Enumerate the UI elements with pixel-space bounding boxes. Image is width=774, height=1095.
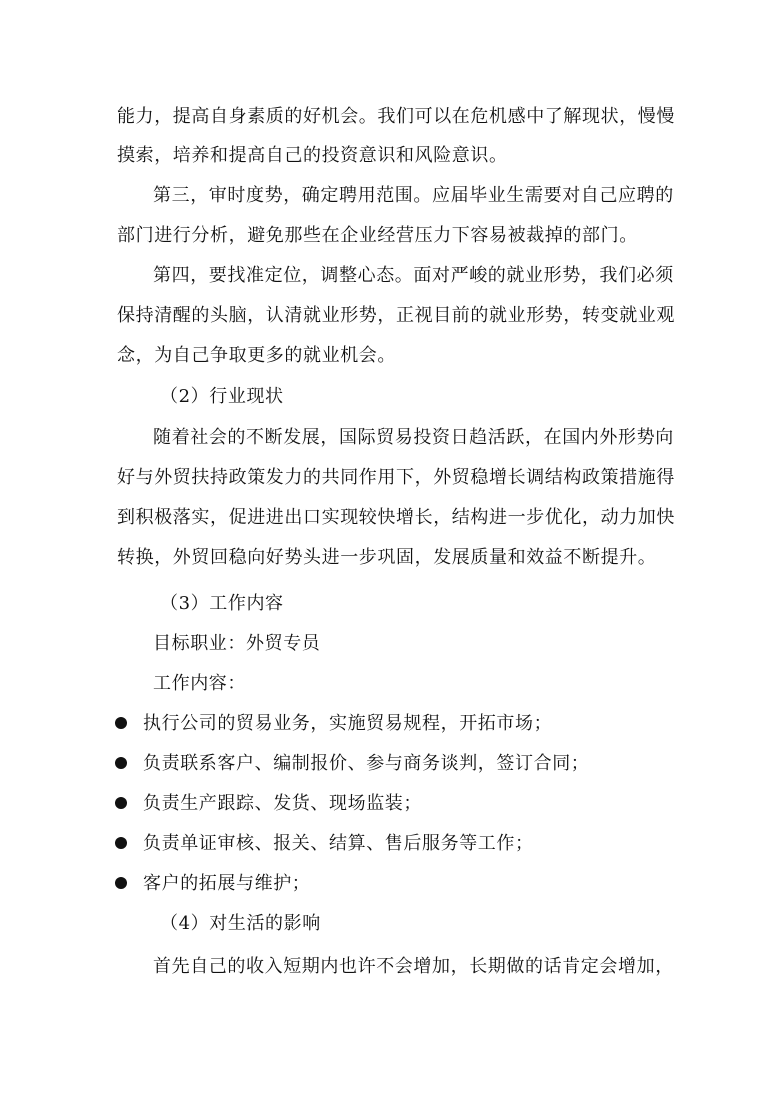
bullet-icon: [115, 717, 127, 729]
para2-line-2: 部门进行分析，避免那些在企业经营压力下容易被裁掉的部门。: [117, 225, 638, 246]
para4-line-2: 好与外贸扶持政策发力的共同作用下，外贸稳增长调结构政策措施得: [117, 467, 675, 488]
bullet-icon: [115, 877, 127, 889]
work-content-label: 工作内容：: [153, 673, 246, 694]
list-item: [115, 792, 422, 816]
para3-line-3: 念，为自己争取更多的就业机会。: [117, 345, 396, 366]
bullet-icon: [115, 837, 127, 849]
list-item-text: 负责生产跟踪、发货、现场监装；: [143, 793, 422, 814]
para3-line-2: 保持清醒的头脑，认清就业形势，正视目前的就业形势，转变就业观: [117, 305, 675, 326]
list-item-text: 负责单证审核、报关、结算、售后服务等工作；: [143, 833, 534, 854]
section-heading-life-impact: （4）对生活的影响: [160, 913, 321, 934]
para4-line-4: 转换，外贸回稳向好势头进一步巩固，发展质量和效益不断提升。: [117, 547, 657, 568]
list-item: [115, 872, 310, 896]
para4-line-3: 到积极落实，促进进出口实现较快增长，结构进一步优化，动力加快: [117, 507, 675, 528]
section-heading-work-content: （3）工作内容: [160, 593, 284, 614]
para1-line-1: 能力，提高自身素质的好机会。我们可以在危机感中了解现状，慢慢: [117, 106, 675, 127]
list-item-text: 负责联系客户、编制报价、参与商务谈判，签订合同；: [143, 753, 590, 774]
para1-line-2: 摸索，培养和提高自己的投资意识和风险意识。: [117, 145, 508, 166]
list-item: [115, 712, 552, 736]
bullet-icon: [115, 757, 127, 769]
para3-line-1: 第四，要找准定位，调整心态。面对严峻的就业形势，我们必须: [153, 265, 674, 286]
bullet-icon: [115, 797, 127, 809]
para5-line-1: 首先自己的收入短期内也许不会增加，长期做的话肯定会增加，: [153, 956, 674, 977]
list-item-text: 客户的拓展与维护；: [143, 873, 311, 894]
para2-line-1: 第三，审时度势，确定聘用范围。应届毕业生需要对自己应聘的: [153, 185, 674, 206]
section-heading-industry: （2）行业现状: [160, 386, 284, 407]
para4-line-1: 随着社会的不断发展，国际贸易投资日趋活跃，在国内外形势向: [153, 427, 674, 448]
target-job: 目标职业：外贸专员: [153, 633, 321, 654]
list-item: [115, 832, 534, 856]
list-item-text: 执行公司的贸易业务，实施贸易规程，开拓市场；: [143, 713, 553, 734]
list-item: [115, 752, 589, 776]
